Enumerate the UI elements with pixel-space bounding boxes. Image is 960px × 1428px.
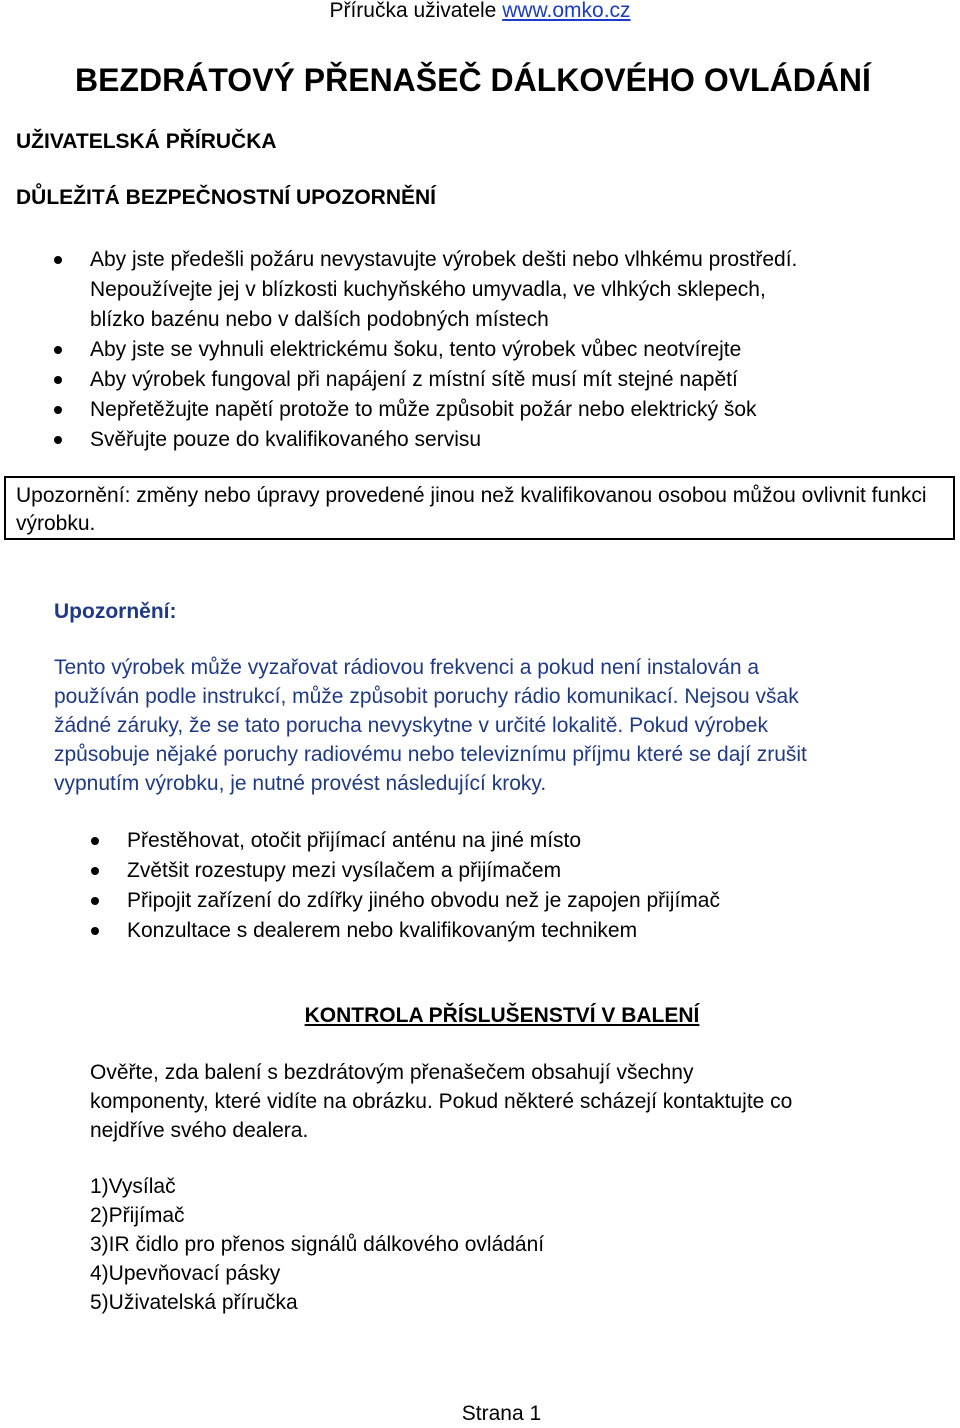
safety-item-continuation: Nepoužívejte jej v blízkosti kuchyňského umyvadla, ve vlhkých sklepech, (90, 278, 766, 301)
header-text: Příručka uživatele (329, 0, 503, 22)
safety-item: Aby výrobek fungoval při napájení z místní sítě musí mít stejné napětí (90, 365, 797, 395)
accessory-item: 3)IR čidlo pro přenos signálů dálkového ovládání (90, 1233, 545, 1256)
safety-item: Svěřujte pouze do kvalifikovaného servisu (90, 425, 797, 455)
steps-list (127, 826, 720, 946)
step-item: Přestěhovat, otočit přijímací anténu na jiné místo (127, 826, 720, 856)
safety-heading: DŮLEŽITÁ BEZPEČNOSTNÍ UPOZORNĚNÍ (16, 186, 437, 209)
warning-paragraph: Tento výrobek může vyzařovat rádiovou frekvenci a pokud není instalován a používán podle instrukcí, může způsobit poruchy rádio komunikací. Nejsou však žádné záruky, že se tato porucha nevyskytne v určité lokalitě. Pokud výrobek způsobuje nějaké poruchy radiovému nebo televiznímu příjmu které se dají zrušit vypnutím výrobku, je nutné provést následující kroky. (54, 656, 807, 795)
accessories-heading: KONTROLA PŘÍSLUŠENSTVÍ V BALENÍ (304, 1004, 700, 1027)
accessory-item: 5)Uživatelská příručka (90, 1291, 298, 1314)
accessories-list (90, 1172, 544, 1317)
safety-item-continuation: blízko bazénu nebo v dalších podobných místech (90, 308, 549, 331)
notice-box: Upozornění: změny nebo úpravy provedené jinou než kvalifikovanou osobou můžou ovlivnit funkci výrobku. (4, 476, 955, 540)
header-link[interactable]: www.omko.cz (502, 0, 631, 22)
step-item: Připojit zařízení do zdířky jiného obvodu než je zapojen přijímač (127, 886, 720, 916)
accessory-item: 2)Přijímač (90, 1204, 185, 1227)
safety-item: Aby jste předešli požáru nevystavujte výrobek dešti nebo vlhkému prostředí. (90, 245, 797, 275)
safety-item: Aby jste se vyhnuli elektrickému šoku, tento výrobek vůbec neotvírejte (90, 335, 797, 365)
safety-item: Nepřetěžujte napětí protože to může způsobit požár nebo elektrický šok (90, 395, 797, 425)
step-item: Zvětšit rozestupy mezi vysílačem a přijímačem (127, 856, 720, 886)
safety-list (90, 245, 797, 455)
accessory-item: 1)Vysílač (90, 1175, 176, 1198)
accessory-item: 4)Upevňovací pásky (90, 1262, 281, 1285)
step-item: Konzultace s dealerem nebo kvalifikovaným technikem (127, 916, 720, 946)
user-manual-heading: UŽIVATELSKÁ PŘÍRUČKA (16, 130, 277, 153)
page-number: Strana 1 (461, 1402, 542, 1425)
warning-heading: Upozornění: (54, 600, 177, 623)
page-header (0, 0, 960, 24)
document-title: BEZDRÁTOVÝ PŘENAŠEČ DÁLKOVÉHO OVLÁDÁNÍ (75, 62, 871, 98)
accessories-paragraph: Ověřte, zda balení s bezdrátovým přenašečem obsahují všechny komponenty, které vidíte na obrázku. Pokud některé scházejí kontaktujte co nejdříve svého dealera. (90, 1061, 793, 1142)
